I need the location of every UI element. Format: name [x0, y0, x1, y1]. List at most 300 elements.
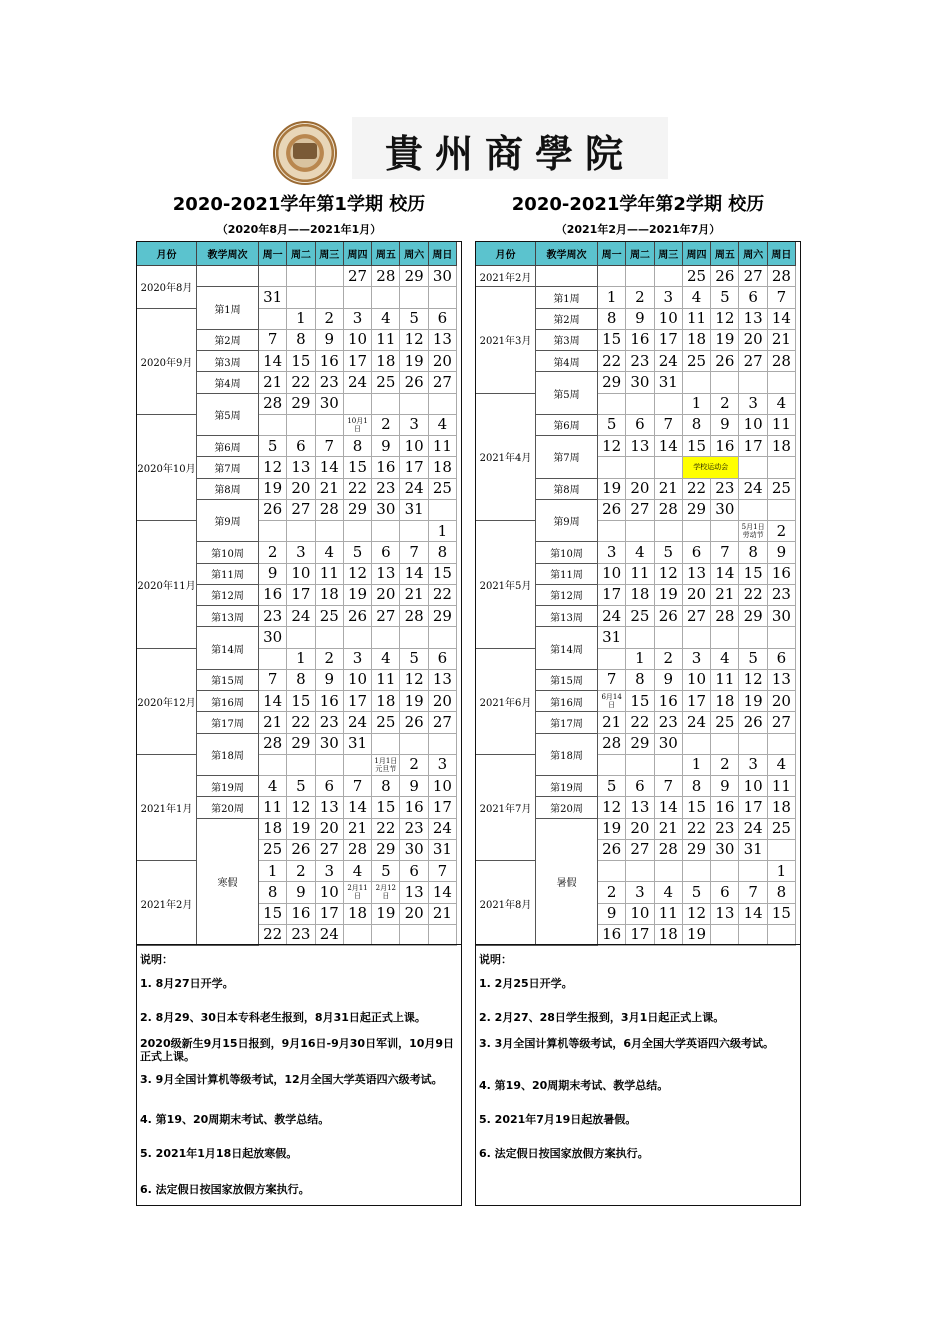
day-cell: [711, 627, 739, 648]
day-cell: 4: [316, 542, 344, 563]
note-line: 2020级新生9月15日报到，9月16日-9月30日军训，10月9日正式上课。: [140, 1037, 455, 1063]
column-header: 周日: [429, 242, 457, 266]
day-cell: [739, 372, 767, 393]
day-cell: 20: [372, 585, 400, 606]
day-cell: [400, 925, 428, 946]
day-cell: 11: [372, 330, 400, 351]
day-cell: 26: [739, 712, 767, 733]
week-label: 第2周: [536, 309, 598, 330]
day-cell: 15: [683, 436, 711, 457]
day-cell: 28: [768, 266, 796, 287]
day-cell: 5: [344, 542, 372, 563]
week-label: 第11周: [197, 564, 259, 585]
week-label: 第7周: [536, 436, 598, 479]
day-cell: 4: [429, 415, 457, 436]
week-label: 第14周: [536, 627, 598, 670]
day-cell: 18: [372, 351, 400, 372]
day-cell: 16: [598, 925, 626, 946]
day-cell: 1: [259, 861, 287, 882]
day-cell: 13: [429, 330, 457, 351]
day-cell: 6月14日: [598, 691, 626, 712]
day-cell: 20: [400, 904, 428, 925]
day-cell: 25: [626, 606, 654, 627]
day-cell: 5: [598, 415, 626, 436]
day-cell: 12: [287, 797, 315, 818]
day-cell: [344, 925, 372, 946]
school-name-banner: [352, 117, 668, 179]
day-cell: 27: [626, 840, 654, 861]
day-cell: 11: [768, 415, 796, 436]
day-cell: 6: [768, 649, 796, 670]
day-cell: 10: [429, 776, 457, 797]
week-label: [197, 266, 259, 287]
week-label: 第10周: [197, 542, 259, 563]
day-cell: 20: [683, 585, 711, 606]
day-cell: 10: [316, 882, 344, 903]
day-cell: 16: [372, 457, 400, 478]
day-cell: [711, 734, 739, 755]
day-cell: 25: [316, 606, 344, 627]
day-cell: 9: [372, 436, 400, 457]
day-cell: 9: [655, 670, 683, 691]
day-cell: 17: [739, 436, 767, 457]
day-cell: 23: [655, 712, 683, 733]
day-cell: 10: [626, 904, 654, 925]
day-cell: 21: [768, 330, 796, 351]
day-cell: 5: [711, 287, 739, 308]
day-cell: 22: [429, 585, 457, 606]
day-cell: 17: [683, 691, 711, 712]
day-cell: 26: [400, 372, 428, 393]
day-cell: 7: [655, 415, 683, 436]
day-cell: 19: [400, 691, 428, 712]
day-cell: 31: [598, 627, 626, 648]
day-cell: 13: [626, 797, 654, 818]
day-cell: 31: [344, 734, 372, 755]
day-cell: 4: [372, 649, 400, 670]
day-cell: [768, 457, 796, 478]
day-cell: 4: [344, 861, 372, 882]
day-cell: 12: [400, 330, 428, 351]
day-cell: 10: [287, 564, 315, 585]
day-cell: 5: [683, 882, 711, 903]
day-cell: 15: [287, 351, 315, 372]
day-cell: 7: [739, 882, 767, 903]
day-cell: [711, 925, 739, 946]
day-cell: 15: [598, 330, 626, 351]
month-label: 2021年3月: [476, 287, 536, 393]
day-cell: 20: [287, 479, 315, 500]
day-cell: 6: [316, 776, 344, 797]
day-cell: 27: [316, 840, 344, 861]
month-label: 2021年7月: [476, 755, 536, 861]
day-cell: 28: [316, 500, 344, 521]
day-cell: [683, 861, 711, 882]
day-cell: [739, 500, 767, 521]
day-cell: 16: [400, 797, 428, 818]
day-cell: [259, 649, 287, 670]
day-cell: [598, 457, 626, 478]
day-cell: 31: [739, 840, 767, 861]
day-cell: 27: [429, 712, 457, 733]
day-cell: 29: [683, 840, 711, 861]
day-cell: 12: [711, 309, 739, 330]
day-cell: 15: [626, 691, 654, 712]
day-cell: 16: [316, 691, 344, 712]
day-cell: 10: [400, 436, 428, 457]
day-cell: 27: [739, 266, 767, 287]
day-cell: [372, 627, 400, 648]
day-cell: 17: [344, 351, 372, 372]
day-cell: 31: [655, 372, 683, 393]
day-cell: 16: [626, 330, 654, 351]
day-cell: 17: [626, 925, 654, 946]
day-cell: 8: [768, 882, 796, 903]
day-cell: [739, 734, 767, 755]
week-label: 第3周: [536, 330, 598, 351]
day-cell: 14: [316, 457, 344, 478]
day-cell: 11: [683, 309, 711, 330]
day-cell: 26: [711, 351, 739, 372]
day-cell: 10: [739, 415, 767, 436]
day-cell: [287, 287, 315, 308]
day-cell: 6: [429, 309, 457, 330]
day-cell: 3: [400, 415, 428, 436]
day-cell: 10月1日: [344, 415, 372, 436]
day-cell: 2: [711, 394, 739, 415]
day-cell: 6: [429, 649, 457, 670]
week-label: 第19周: [197, 776, 259, 797]
day-cell: 20: [429, 351, 457, 372]
week-label: 第7周: [197, 457, 259, 478]
day-cell: 24: [287, 606, 315, 627]
day-cell: 12: [598, 436, 626, 457]
day-cell: 15: [287, 691, 315, 712]
day-cell: 16: [259, 585, 287, 606]
day-cell: 6: [626, 415, 654, 436]
day-cell: 19: [598, 479, 626, 500]
day-cell: 9: [598, 904, 626, 925]
day-cell: 25: [429, 479, 457, 500]
column-header: 教学周次: [197, 242, 259, 266]
column-header: 周三: [316, 242, 344, 266]
day-cell: 23: [316, 712, 344, 733]
day-cell: 16: [768, 564, 796, 585]
day-cell: 28: [259, 394, 287, 415]
day-cell: [655, 457, 683, 478]
day-cell: 31: [400, 500, 428, 521]
week-label: 第4周: [536, 351, 598, 372]
week-label: 第8周: [197, 479, 259, 500]
day-cell: [316, 415, 344, 436]
day-cell: [626, 394, 654, 415]
day-cell: 23: [372, 479, 400, 500]
day-cell: 7: [259, 330, 287, 351]
day-cell: 29: [372, 840, 400, 861]
day-cell: 7: [429, 861, 457, 882]
column-header: 周六: [400, 242, 428, 266]
day-cell: 3: [316, 861, 344, 882]
day-cell: [711, 372, 739, 393]
day-cell: 28: [655, 840, 683, 861]
day-cell: 19: [372, 904, 400, 925]
column-header: 周一: [259, 242, 287, 266]
day-cell: 26: [711, 266, 739, 287]
day-cell: [655, 266, 683, 287]
day-cell: 12: [344, 564, 372, 585]
day-cell: 13: [372, 564, 400, 585]
day-cell: 10: [683, 670, 711, 691]
day-cell: 7: [711, 542, 739, 563]
day-cell: [316, 287, 344, 308]
day-cell: 1: [683, 394, 711, 415]
day-cell: 14: [655, 797, 683, 818]
calendar-grid: [476, 242, 800, 944]
day-cell: [626, 521, 654, 542]
month-label: 2020年12月: [137, 649, 197, 755]
day-cell: [429, 287, 457, 308]
week-label: 第19周: [536, 776, 598, 797]
month-label: 2020年9月: [137, 309, 197, 415]
day-cell: 15: [344, 457, 372, 478]
day-cell: 17: [598, 585, 626, 606]
week-label: 第14周: [197, 627, 259, 670]
week-label: 第16周: [536, 691, 598, 712]
day-cell: 17: [316, 904, 344, 925]
day-cell: 12: [655, 564, 683, 585]
day-cell: [344, 287, 372, 308]
day-cell: 4: [768, 755, 796, 776]
day-cell: 16: [287, 904, 315, 925]
day-cell: 15: [259, 904, 287, 925]
day-cell: 1: [429, 521, 457, 542]
column-header: 教学周次: [536, 242, 598, 266]
day-cell: 9: [711, 415, 739, 436]
day-cell: 5: [598, 776, 626, 797]
day-cell: 6: [711, 882, 739, 903]
day-cell: 18: [316, 585, 344, 606]
week-label: [536, 266, 598, 287]
day-cell: [598, 649, 626, 670]
month-label: 2021年8月: [476, 861, 536, 946]
day-cell: 14: [259, 351, 287, 372]
day-cell: 23: [768, 585, 796, 606]
day-cell: 18: [372, 691, 400, 712]
day-cell: [683, 734, 711, 755]
day-cell: [400, 394, 428, 415]
day-cell: 5: [400, 649, 428, 670]
day-cell: 9: [316, 670, 344, 691]
day-cell: 22: [739, 585, 767, 606]
day-cell: 27: [768, 712, 796, 733]
semester-2-title: 2020-2021学年第2学期 校历: [511, 194, 765, 215]
day-cell: 12: [739, 670, 767, 691]
column-header: 周二: [287, 242, 315, 266]
week-label: 第17周: [536, 712, 598, 733]
day-cell: 21: [655, 479, 683, 500]
day-cell: 14: [655, 436, 683, 457]
day-cell: 24: [598, 606, 626, 627]
day-cell: 17: [739, 797, 767, 818]
day-cell: 7: [344, 776, 372, 797]
day-cell: 15: [768, 904, 796, 925]
day-cell: 25: [259, 840, 287, 861]
note-line: 4. 第19、20周期末考试、教学总结。: [140, 1113, 330, 1126]
day-cell: 9: [316, 330, 344, 351]
day-cell: 24: [429, 819, 457, 840]
day-cell: [598, 861, 626, 882]
day-cell: 6: [400, 861, 428, 882]
day-cell: 26: [259, 500, 287, 521]
day-cell: 26: [344, 606, 372, 627]
day-cell: 10: [655, 309, 683, 330]
semester-2-range: （2021年2月——2021年7月）: [555, 223, 721, 236]
day-cell: [429, 627, 457, 648]
day-cell: 5: [400, 309, 428, 330]
day-cell: 5月1日劳动节: [739, 521, 767, 542]
day-cell: 20: [429, 691, 457, 712]
day-cell: 18: [768, 797, 796, 818]
month-label: 2020年10月: [137, 415, 197, 521]
day-cell: 29: [287, 394, 315, 415]
day-cell: 9: [768, 542, 796, 563]
day-cell: [372, 734, 400, 755]
day-cell: 23: [711, 819, 739, 840]
day-cell: [768, 840, 796, 861]
day-cell: 19: [259, 479, 287, 500]
column-header: 周二: [626, 242, 654, 266]
month-label: 2021年2月: [137, 861, 197, 946]
day-cell: 10: [344, 330, 372, 351]
day-cell: 25: [372, 712, 400, 733]
day-cell: [598, 394, 626, 415]
day-cell: [768, 500, 796, 521]
day-cell: 29: [287, 734, 315, 755]
day-cell: 13: [429, 670, 457, 691]
day-cell: 27: [683, 606, 711, 627]
day-cell: 4: [372, 309, 400, 330]
day-cell: [400, 734, 428, 755]
day-cell: 29: [598, 372, 626, 393]
day-cell: [655, 521, 683, 542]
day-cell: 29: [429, 606, 457, 627]
day-cell: [344, 755, 372, 776]
day-cell: 25: [683, 351, 711, 372]
day-cell: 8: [598, 309, 626, 330]
day-cell: 17: [429, 797, 457, 818]
day-cell: 2: [400, 755, 428, 776]
day-cell: [626, 457, 654, 478]
day-cell: 8: [683, 776, 711, 797]
week-label: 第13周: [197, 606, 259, 627]
day-cell: 24: [400, 479, 428, 500]
day-cell: 28: [711, 606, 739, 627]
day-cell: 21: [655, 819, 683, 840]
column-header: 周六: [739, 242, 767, 266]
day-cell: 24: [655, 351, 683, 372]
day-cell: 11: [429, 436, 457, 457]
day-cell: 25: [711, 712, 739, 733]
day-cell: 18: [259, 819, 287, 840]
day-cell: 13: [739, 309, 767, 330]
day-cell: 11: [711, 670, 739, 691]
day-cell: 19: [287, 819, 315, 840]
day-cell: 22: [259, 925, 287, 946]
day-cell: [711, 521, 739, 542]
day-cell: 28: [344, 840, 372, 861]
week-label: 第13周: [536, 606, 598, 627]
day-cell: 14: [768, 309, 796, 330]
day-cell: [598, 266, 626, 287]
day-cell: 8: [626, 670, 654, 691]
day-cell: 2: [372, 415, 400, 436]
day-cell: 1: [287, 649, 315, 670]
day-cell: 3: [739, 755, 767, 776]
note-line: 6. 法定假日按国家放假方案执行。: [140, 1183, 310, 1196]
day-cell: 22: [287, 712, 315, 733]
day-cell: 8: [429, 542, 457, 563]
day-cell: 18: [655, 925, 683, 946]
day-cell: 24: [683, 712, 711, 733]
day-cell: 7: [598, 670, 626, 691]
day-cell: 23: [400, 819, 428, 840]
day-cell: 24: [739, 819, 767, 840]
day-cell: 25: [372, 372, 400, 393]
day-cell: 21: [259, 372, 287, 393]
week-label: 第4周: [197, 372, 259, 393]
note-line: 1. 8月27日开学。: [140, 977, 234, 990]
day-cell: [655, 755, 683, 776]
day-cell: 14: [259, 691, 287, 712]
day-cell: 30: [626, 372, 654, 393]
month-label: 2021年1月: [137, 755, 197, 861]
week-label: 第15周: [197, 670, 259, 691]
day-cell: [768, 627, 796, 648]
day-cell: 9: [287, 882, 315, 903]
day-cell: 2: [316, 309, 344, 330]
day-cell: 3: [429, 755, 457, 776]
day-cell: 18: [683, 330, 711, 351]
day-cell: 14: [711, 564, 739, 585]
day-cell: 14: [429, 882, 457, 903]
day-cell: 21: [598, 712, 626, 733]
day-cell: [598, 521, 626, 542]
day-cell: [400, 287, 428, 308]
note-line: 6. 法定假日按国家放假方案执行。: [479, 1147, 649, 1160]
day-cell: 7: [316, 436, 344, 457]
day-cell: 22: [683, 479, 711, 500]
calendar-grid: [137, 242, 461, 944]
day-cell: 16: [711, 436, 739, 457]
week-label: 第18周: [197, 734, 259, 777]
day-cell: 1月1日元旦节: [372, 755, 400, 776]
day-cell: 29: [344, 500, 372, 521]
school-name: 貴州商學院: [384, 131, 635, 176]
day-cell: [711, 861, 739, 882]
day-cell: 26: [400, 712, 428, 733]
day-cell: 7: [768, 287, 796, 308]
day-cell: 4: [768, 394, 796, 415]
day-cell: [259, 415, 287, 436]
day-cell: 21: [400, 585, 428, 606]
day-cell: 18: [344, 904, 372, 925]
day-cell: 11: [626, 564, 654, 585]
day-cell: 5: [259, 436, 287, 457]
day-cell: 9: [711, 776, 739, 797]
day-cell: 2月11日: [344, 882, 372, 903]
day-cell: 1: [287, 309, 315, 330]
day-cell: [683, 627, 711, 648]
